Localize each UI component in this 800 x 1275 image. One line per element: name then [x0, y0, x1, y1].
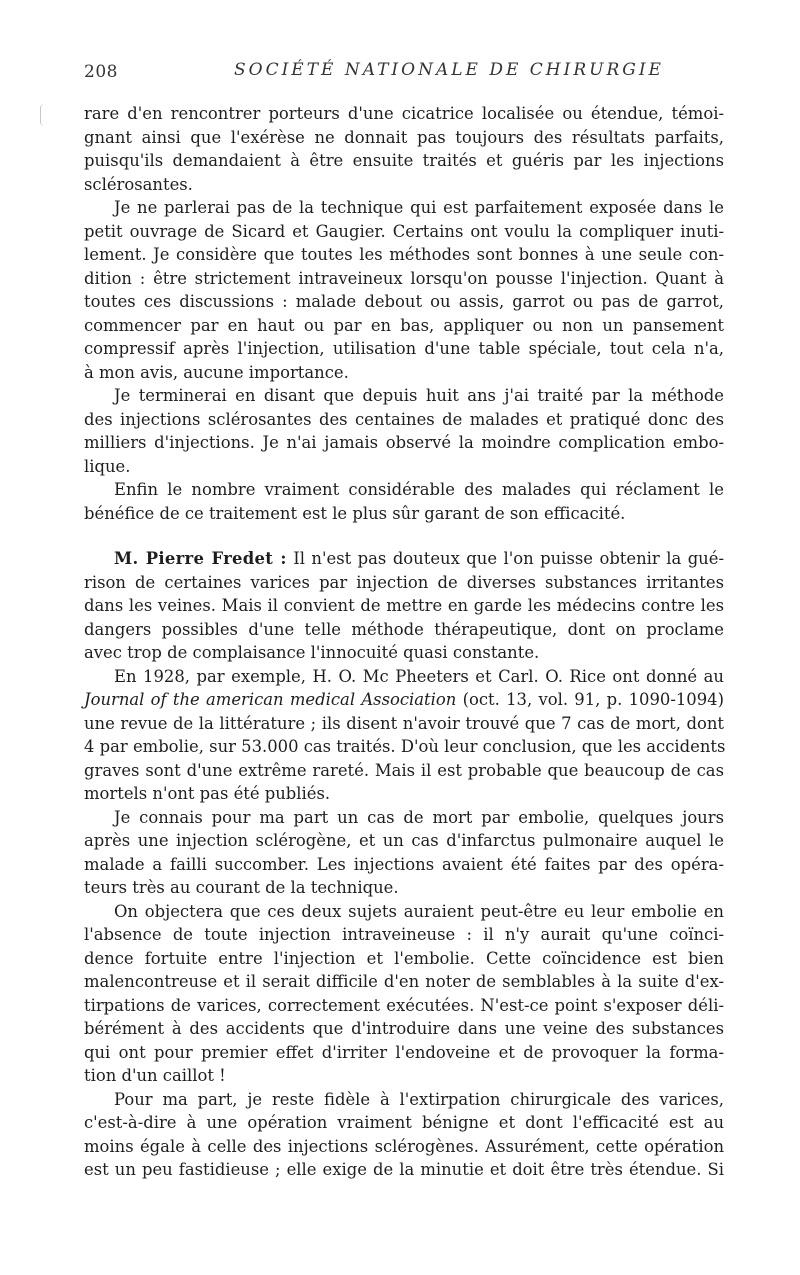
text-line: toutes ces discussions : malade debout ou assis, garrot ou pas de garrot,	[84, 292, 724, 311]
text-line: 4 par embolie, sur 53.000 cas traités. D'où leur conclusion, que les accidents	[84, 737, 726, 756]
text-line: Enfin le nombre vraiment considérable des malades qui réclament le	[114, 480, 724, 499]
text-line: après une injection sclérogène, et un cas d'infarctus pulmonaire auquel le	[84, 831, 724, 850]
text-line: avec trop de complaisance l'innocuité quasi constante.	[84, 643, 540, 662]
text-line: On objectera que ces deux sujets auraient peut-être eu leur embolie en	[114, 901, 724, 921]
speaker-name: M. Pierre Fredet :	[114, 549, 287, 568]
text-line	[84, 547, 724, 571]
text-line: à mon avis, aucune importance.	[84, 362, 349, 382]
text-line: sclérosantes.	[84, 174, 193, 194]
text-line: puisqu'ils demandaient à être ensuite traités et guéris par les injections	[84, 151, 724, 170]
text-line: lique.	[84, 456, 131, 476]
text-line: petit ouvrage de Sicard et Gaugier. Certains ont voulu la compliquer inuti-	[84, 221, 724, 241]
text-line: est un peu fastidieuse ; elle exige de la minutie et doit être très étendue. Si	[84, 1160, 724, 1179]
body-text	[84, 102, 724, 1182]
text-line: teurs très au courant de la technique.	[84, 878, 399, 897]
running-title: SOCIÉTÉ NATIONALE DE CHIRURGIE	[234, 60, 664, 80]
text-line: moins égale à celle des injections sclérogènes. Assurément, cette opération	[84, 1136, 724, 1156]
margin-bracket-mark	[40, 104, 49, 126]
text-line: rison de certaines varices par injection de diverses substances irritantes	[84, 572, 724, 592]
text-line: Je terminerai en disant que depuis huit ans j'ai traité par la méthode	[114, 386, 724, 405]
text-line: Je ne parlerai pas de la technique qui est parfaitement exposée dans le	[114, 198, 724, 217]
text-line: dence fortuite entre l'injection et l'embolie. Cette coïncidence est bien	[84, 948, 724, 968]
text-line: dangers possibles d'une telle méthode thérapeutique, dont on proclame	[84, 619, 724, 639]
text-run: Il n'est pas douteux que l'on puisse obtenir la gué-	[286, 549, 724, 568]
text-line: Je connais pour ma part un cas de mort par embolie, quelques jours	[114, 807, 724, 827]
text-line: dans les veines. Mais il convient de mettre en garde les médecins contre les	[84, 596, 724, 615]
text-line: lement. Je considère que toutes les méthodes sont bonnes à une seule con-	[84, 245, 724, 264]
text-line: commencer par en haut ou par en bas, appliquer ou non un pansement	[84, 315, 724, 335]
section-gap	[84, 525, 724, 547]
text-line: Pour ma part, je reste fidèle à l'extirpation chirurgicale des varices,	[114, 1089, 724, 1109]
text-line: une revue de la littérature ; ils disent n'avoir trouvé que 7 cas de mort, dont	[84, 713, 724, 733]
text-line: malencontreuse et il serait difficile d'en noter de semblables à la suite d'ex-	[84, 972, 724, 991]
text-line: mortels n'ont pas été publiés.	[84, 784, 331, 803]
text-line: graves sont d'une extrême rareté. Mais il est probable que beaucoup de cas	[84, 760, 724, 780]
text-line: malade a failli succomber. Les injections avaient été faites par des opéra-	[84, 854, 724, 874]
text-line: bérément à des accidents que d'introduire dans une veine des substances	[84, 1019, 724, 1038]
text-line: gnant ainsi que l'exérèse ne donnait pas toujours des résultats parfaits,	[84, 127, 724, 147]
page-number: 208	[84, 62, 118, 82]
journal-title: Journal of the american medical Association	[84, 690, 457, 709]
text-line: des injections sclérosantes des centaines de malades et pratiqué donc des	[84, 409, 724, 429]
text-run: (oct. 13, vol. 91, p. 1090-1094)	[456, 690, 724, 709]
text-line: rare d'en rencontrer porteurs d'une cicatrice localisée ou étendue, témoi-	[84, 104, 724, 123]
text-line: l'absence de toute injection intraveineuse : il n'y aurait qu'une coïnci-	[84, 925, 724, 944]
text-line: tion d'un caillot !	[84, 1066, 226, 1085]
text-line: qui ont pour premier effet d'irriter l'endoveine et de provoquer la forma-	[84, 1042, 724, 1062]
text-line: compressif après l'injection, utilisation d'une table spéciale, tout cela n'a,	[84, 339, 724, 358]
text-line	[84, 688, 724, 712]
text-line: bénéfice de ce traitement est le plus sûr garant de son efficacité.	[84, 503, 626, 523]
text-line: tirpations de varices, correctement exécutées. N'est-ce point s'exposer déli-	[84, 995, 724, 1015]
text-line: c'est-à-dire à une opération vraiment bénigne et dont l'efficacité est au	[84, 1113, 724, 1132]
text-line: milliers d'injections. Je n'ai jamais observé la moindre complication embo-	[84, 433, 724, 452]
text-line: En 1928, par exemple, H. O. Mc Pheeters et Carl. O. Rice ont donné au	[114, 666, 724, 686]
running-head	[84, 60, 724, 86]
text-line: dition : être strictement intraveineux lorsqu'on pousse l'injection. Quant à	[84, 268, 724, 288]
